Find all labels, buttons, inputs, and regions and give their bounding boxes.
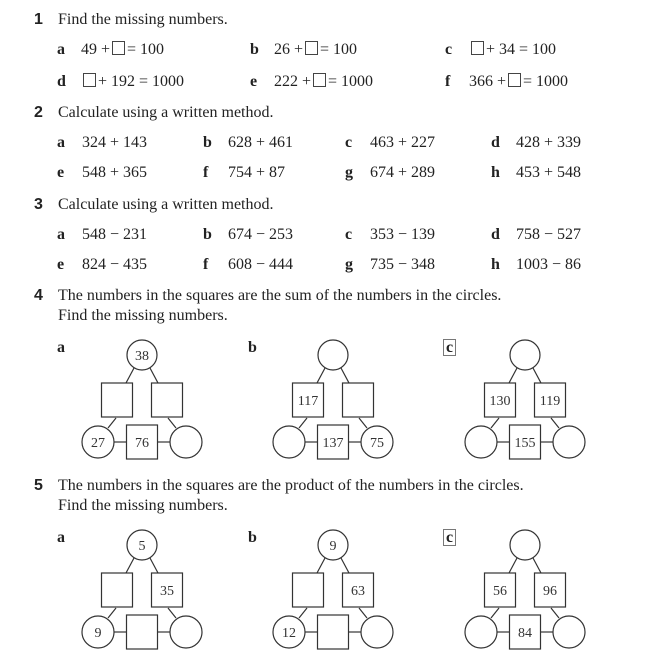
calculation-expression: 453 + 548 [516,164,582,181]
connector-line [299,418,307,428]
connector-line [491,608,499,618]
top-circle-value: 5 [138,539,146,554]
item-label: f [203,164,209,181]
answer-box[interactable] [83,73,96,87]
connector-line [341,368,349,383]
item-label: g [345,164,353,181]
question-number: 5 [34,477,43,494]
connector-line [551,418,559,428]
connector-line [491,418,499,428]
answer-box[interactable] [305,41,318,55]
right-square-value: 35 [160,584,174,599]
right-square[interactable] [152,383,183,417]
connector-line [317,558,325,573]
item-label: a [57,134,65,151]
question-title: Find the missing numbers. [58,11,228,28]
equation-right: = 100 [127,41,165,58]
item-label: f [445,73,451,90]
calculation-expression: 548 + 365 [82,164,148,181]
equation-left: 26 + [274,41,304,58]
calculation-expression: 758 − 527 [516,226,582,243]
bottom-square-value: 84 [518,626,532,641]
connector-line [126,558,134,573]
calculation-expression: 824 − 435 [82,256,148,273]
equation-right: + 192 = 1000 [98,73,185,90]
top-circle[interactable] [510,530,540,560]
right-square-value: 119 [539,394,561,409]
connector-line [359,608,367,618]
item-label: d [491,226,500,243]
calculation-expression: 608 − 444 [228,256,294,273]
left-circle[interactable] [465,616,497,648]
left-circle-value: 12 [282,626,296,641]
item-label: c [345,134,353,151]
number-diagram [273,335,393,465]
calculation-expression: 324 + 143 [82,134,148,151]
bottom-square-value: 76 [135,436,149,451]
connector-line [509,368,517,383]
left-circle[interactable] [273,426,305,458]
calculation-expression: 674 + 289 [370,164,436,181]
item-label: c [345,226,353,243]
calculation-expression: 754 + 87 [228,164,286,181]
top-circle-value: 9 [329,539,337,554]
number-diagram [465,525,585,655]
connector-line [126,368,134,383]
connector-line [341,558,349,573]
left-square-value: 56 [493,584,507,599]
equation-right: = 1000 [523,73,569,90]
connector-line [168,608,176,618]
left-circle-value: 9 [94,626,102,641]
question-number: 1 [34,11,43,28]
left-square-value: 130 [489,394,511,409]
connector-line [108,608,116,618]
item-label: f [203,256,209,273]
item-label: b [203,226,212,243]
right-circle[interactable] [361,616,393,648]
question-number: 4 [34,287,43,304]
equation-right: + 34 = 100 [486,41,557,58]
item-label: g [345,256,353,273]
number-diagram [273,525,393,655]
bottom-square[interactable] [318,615,349,649]
missing-number-equation [274,73,373,91]
right-square-value: 63 [351,584,365,599]
equation-left: 366 + [469,73,507,90]
diagram-label: a [57,339,65,356]
connector-line [150,368,158,383]
calculation-expression: 1003 − 86 [516,256,582,273]
top-circle[interactable] [510,340,540,370]
equation-right: = 1000 [328,73,374,90]
question-title: Calculate using a written method. [58,196,274,213]
calculation-expression: 548 − 231 [82,226,148,243]
diagram-label: b [248,529,257,546]
item-label: d [57,73,66,90]
calculation-expression: 428 + 339 [516,134,582,151]
calculation-expression: 674 − 253 [228,226,294,243]
right-circle[interactable] [553,426,585,458]
connector-line [168,418,176,428]
question-text-line1: The numbers in the squares are the sum of the numbers in the circles. [58,287,502,304]
connector-line [533,558,541,573]
answer-box[interactable] [313,73,326,87]
item-label: a [57,41,65,58]
question-text-line1: The numbers in the squares are the product of the numbers in the circles. [58,477,524,494]
left-circle[interactable] [465,426,497,458]
connector-line [359,418,367,428]
connector-line [509,558,517,573]
diagram-label: c [443,339,456,356]
item-label: e [57,256,65,273]
connector-line [150,558,158,573]
right-circle[interactable] [553,616,585,648]
item-label: h [491,164,500,181]
answer-box[interactable] [471,41,484,55]
number-diagram [82,525,202,655]
answer-box[interactable] [508,73,521,87]
question-text-line2: Find the missing numbers. [58,307,228,324]
connector-line [533,368,541,383]
calculation-expression: 463 + 227 [370,134,436,151]
connector-line [299,608,307,618]
connector-line [551,608,559,618]
left-square[interactable] [293,573,324,607]
left-square[interactable] [102,383,133,417]
right-square[interactable] [343,383,374,417]
item-label: e [57,164,65,181]
right-circle[interactable] [170,616,202,648]
right-circle-value: 75 [370,436,384,451]
missing-number-equation [81,73,184,91]
item-label: c [445,41,453,58]
question-title: Calculate using a written method. [58,104,274,121]
left-square[interactable] [102,573,133,607]
equation-left: 222 + [274,73,312,90]
left-square-value: 117 [297,394,319,409]
diagram-label: a [57,529,65,546]
missing-number-equation [81,41,164,59]
item-label: b [203,134,212,151]
connector-line [317,368,325,383]
question-text-line2: Find the missing numbers. [58,497,228,514]
equation-right: = 100 [320,41,358,58]
number-diagram [82,335,202,465]
diagram-label: c [443,529,456,546]
bottom-square-value: 137 [322,436,344,451]
calculation-expression: 735 − 348 [370,256,436,273]
number-diagram [465,335,585,465]
missing-number-equation [469,41,556,59]
item-label: b [250,41,259,58]
right-circle[interactable] [170,426,202,458]
bottom-square[interactable] [127,615,158,649]
item-label: h [491,256,500,273]
calculation-expression: 628 + 461 [228,134,294,151]
calculation-expression: 353 − 139 [370,226,436,243]
missing-number-equation [274,41,357,59]
equation-left: 49 + [81,41,111,58]
top-circle[interactable] [318,340,348,370]
bottom-square-value: 155 [514,436,536,451]
right-square-value: 96 [543,584,557,599]
left-circle-value: 27 [91,436,105,451]
diagram-label: b [248,339,257,356]
top-circle-value: 38 [135,349,149,364]
item-label: d [491,134,500,151]
item-label: a [57,226,65,243]
connector-line [108,418,116,428]
answer-box[interactable] [112,41,125,55]
question-number: 3 [34,196,43,213]
item-label: e [250,73,258,90]
question-number: 2 [34,104,43,121]
missing-number-equation [469,73,568,91]
